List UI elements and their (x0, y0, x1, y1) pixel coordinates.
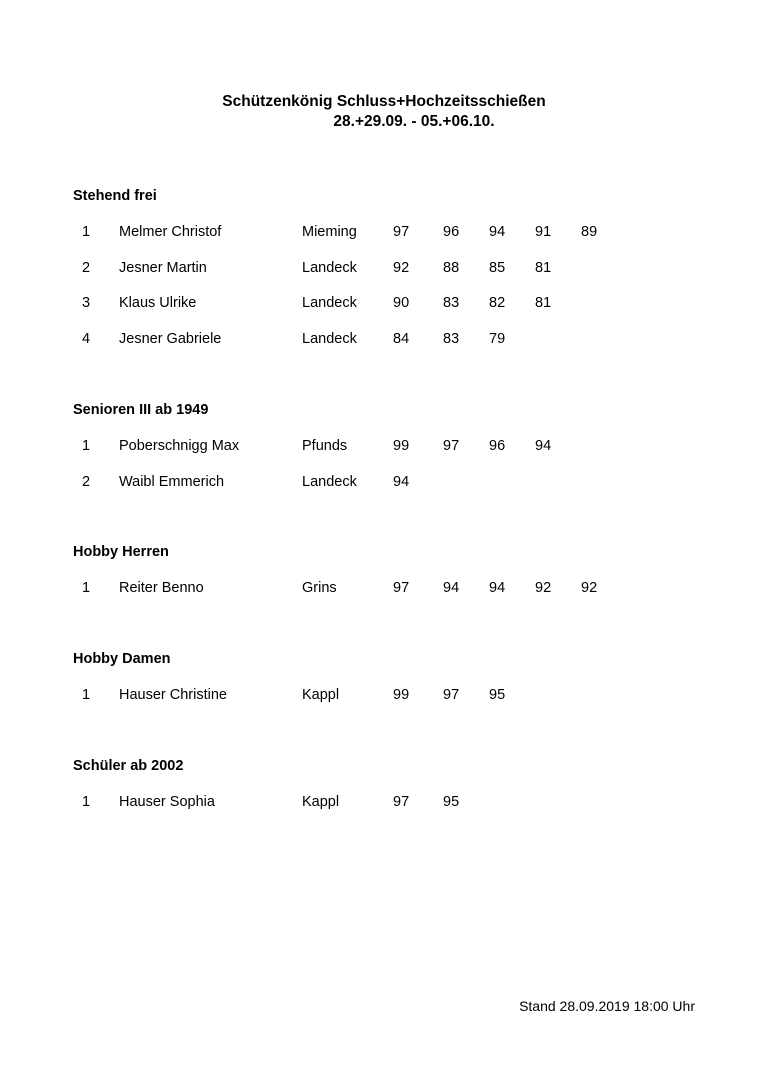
rank: 3 (82, 295, 91, 312)
score: 94 (443, 580, 460, 596)
score: 97 (443, 687, 460, 703)
rank: 2 (82, 259, 91, 276)
score: 96 (443, 224, 460, 240)
score: 96 (489, 438, 506, 454)
score: 97 (393, 224, 410, 240)
score: 94 (393, 473, 410, 490)
shooter-name: Melmer Christof (119, 224, 222, 240)
score: 94 (535, 438, 552, 454)
section (73, 756, 713, 828)
section-title: Senioren III ab 1949 (73, 402, 209, 418)
club-name: Kappl (302, 687, 340, 703)
result-row (73, 293, 713, 329)
section (73, 649, 713, 721)
score: 99 (393, 438, 410, 454)
score: 92 (581, 580, 598, 596)
club-name: Landeck (302, 331, 357, 348)
shooter-name: Reiter Benno (119, 580, 204, 596)
shooter-name: Jesner Martin (119, 259, 207, 276)
shooter-name: Hauser Sophia (119, 794, 215, 810)
score: 99 (393, 687, 410, 703)
result-row (73, 329, 713, 365)
shooter-name: Hauser Christine (119, 687, 227, 703)
score: 84 (393, 331, 410, 348)
section (73, 186, 713, 365)
score: 92 (535, 580, 552, 596)
shooter-name: Poberschnigg Max (119, 438, 240, 454)
rank: 1 (82, 224, 91, 240)
score: 95 (443, 794, 460, 810)
score: 91 (535, 224, 552, 240)
rank: 1 (82, 687, 91, 703)
shooter-name: Waibl Emmerich (119, 473, 225, 490)
score: 85 (489, 259, 506, 276)
score: 83 (443, 331, 460, 348)
club-name: Kappl (302, 794, 340, 810)
result-row (73, 258, 713, 294)
club-name: Pfunds (302, 438, 348, 454)
club-name: Landeck (302, 259, 357, 276)
result-row (73, 472, 713, 508)
section-title: Hobby Damen (73, 651, 171, 667)
score: 81 (535, 259, 552, 276)
score: 82 (489, 295, 506, 312)
result-row (73, 685, 713, 721)
score: 95 (489, 687, 506, 703)
score: 94 (489, 580, 506, 596)
rank: 1 (82, 794, 91, 810)
score: 89 (581, 224, 598, 240)
score: 83 (443, 295, 460, 312)
score: 94 (489, 224, 506, 240)
result-row (73, 222, 713, 258)
rank: 2 (82, 473, 91, 490)
result-row (73, 436, 713, 472)
score: 79 (489, 331, 506, 348)
shooter-name: Jesner Gabriele (119, 331, 222, 348)
section-title: Hobby Herren (73, 544, 169, 560)
shooter-name: Klaus Ulrike (119, 295, 197, 312)
result-row (73, 578, 713, 614)
score: 97 (443, 438, 460, 454)
document-date-range: 28.+29.09. - 05.+06.10. (333, 113, 495, 130)
stand-timestamp: Stand 28.09.2019 18:00 Uhr (519, 998, 695, 1014)
section-title: Schüler ab 2002 (73, 758, 184, 774)
section (73, 542, 713, 614)
score: 92 (393, 259, 410, 276)
score: 88 (443, 259, 460, 276)
score: 97 (393, 580, 410, 596)
club-name: Grins (302, 580, 337, 596)
score: 97 (393, 794, 410, 810)
section (73, 400, 713, 507)
club-name: Mieming (302, 224, 357, 240)
result-row (73, 792, 713, 828)
score: 90 (393, 295, 410, 312)
club-name: Landeck (302, 473, 357, 490)
rank: 4 (82, 331, 91, 348)
section-title: Stehend frei (73, 188, 157, 204)
rank: 1 (82, 580, 91, 596)
document-title: Schützenkönig Schluss+Hochzeitsschießen (222, 93, 546, 110)
rank: 1 (82, 438, 91, 454)
score: 81 (535, 295, 552, 312)
club-name: Landeck (302, 295, 357, 312)
